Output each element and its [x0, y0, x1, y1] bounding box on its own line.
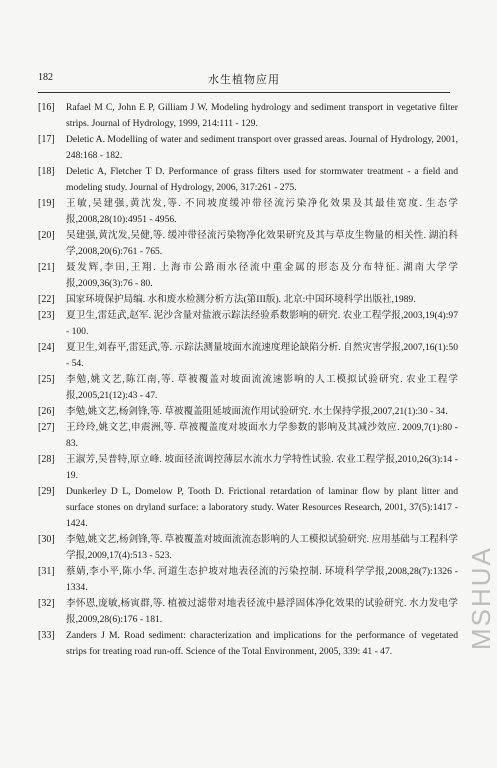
- reference-text: Deletic A. Modelling of water and sediment transport over grassed areas. Journal of Hydrology, 2001, 248:168 - 182.: [66, 134, 458, 161]
- reference-number: [30]: [38, 534, 55, 545]
- reference-number: [31]: [38, 566, 55, 577]
- reference-number: [22]: [38, 294, 55, 305]
- reference-number: [23]: [38, 310, 55, 321]
- watermark: MSHUA: [466, 546, 496, 650]
- reference-text: 聂发辉,李田,王翔. 上海市公路雨水径流中重金属的形态及分布特征. 湖南大学学报,2009,36(3):76 - 80.: [66, 262, 458, 289]
- reference-number: [25]: [38, 374, 55, 385]
- page-number: 182: [38, 72, 53, 83]
- reference-item: [38, 340, 458, 372]
- reference-number: [27]: [38, 422, 55, 433]
- reference-text: 王敏,吴建强,黄沈发,等. 不同坡度缓冲带径流污染净化效果及其最佳宽度. 生态学报,2008,28(10):4951 - 4956.: [66, 198, 458, 225]
- reference-text: Dunkerley D L, Domelow P, Tooth D. Frictional retardation of laminar flow by plant litter and surface stones on dryland surface: a laboratory study. Water Resources Research, 2001, 37(5):1417 - 1424.: [66, 486, 458, 529]
- reference-item: [38, 132, 458, 164]
- reference-text: 国家环境保护局编. 水和废水检测分析方法(第III版). 北京:中国环境科学出版社,1989.: [66, 294, 416, 305]
- reference-item: [38, 532, 458, 564]
- reference-text: 夏卫生,刘春平,雷廷武,等. 示踪法测量坡面水流速度理论缺陷分析. 自然灾害学报,2007,16(1):50 - 54.: [66, 342, 458, 369]
- reference-number: [21]: [38, 262, 55, 273]
- reference-item: [38, 292, 458, 308]
- reference-number: [33]: [38, 630, 55, 641]
- header-rule: [38, 92, 450, 93]
- reference-number: [19]: [38, 198, 55, 209]
- reference-text: 李勉,姚文艺,杨剑锋,等. 草被覆盖对坡面流流态影响的人工模拟试验研究. 应用基础与工程科学学报,2009,17(4):513 - 523.: [66, 534, 458, 561]
- reference-item: [38, 564, 458, 596]
- reference-number: [29]: [38, 486, 55, 497]
- reference-number: [32]: [38, 598, 55, 609]
- reference-text: 李勉,姚文艺,杨剑锋,等. 草被覆盖阻延坡面流作用试验研究. 水土保持学报,2007,21(1):30 - 34.: [66, 406, 448, 417]
- reference-item: [38, 420, 458, 452]
- reference-number: [24]: [38, 342, 55, 353]
- reference-item: [38, 164, 458, 196]
- reference-item: [38, 228, 458, 260]
- reference-text: 蔡婧,李小平,陈小华. 河道生态护坡对地表径流的污染控制. 环境科学学报,2008,28(7):1326 - 1334.: [66, 566, 458, 593]
- reference-text: Zanders J M. Road sediment: characterization and implications for the performance of vegetated strips for treating road run-off. Science of the Total Environment, 2005, 339: 41 - 47.: [66, 630, 458, 657]
- reference-item: [38, 372, 458, 404]
- reference-text: 王玲玲,姚文艺,申震洲,等. 草被覆盖度对坡面水力学参数的影响及其减沙效应. 2009,7(1):80 - 83.: [66, 422, 458, 449]
- reference-text: 夏卫生,雷廷武,赵军. 泥沙含量对盐液示踪法经验系数影响的研究. 农业工程学报,2003,19(4):97 - 100.: [66, 310, 458, 337]
- reference-text: 李怀恩,庞敏,杨寅群,等. 植被过滤带对地表径流中悬浮固体净化效果的试验研究. 水力发电学报,2009,28(6):176 - 181.: [66, 598, 458, 625]
- reference-text: 吴建强,黄沈发,吴健,等. 缓冲带径流污染物净化效果研究及其与草皮生物量的相关性. 湖泊科学,2008,20(6):761 - 765.: [66, 230, 458, 257]
- reference-item: [38, 484, 458, 532]
- reference-number: [18]: [38, 166, 55, 177]
- running-title: 水生植物应用: [208, 73, 280, 86]
- reference-item: [38, 452, 458, 484]
- reference-item: [38, 628, 458, 660]
- reference-text: 王淑芳,吴普特,原立峰. 坡面径流调控薄层水流水力学特性试验. 农业工程学报,2010,26(3):14 - 19.: [66, 454, 458, 481]
- reference-text: Deletic A, Fletcher T D. Performance of grass filters used for stormwater treatment - a field and modeling study. Journal of Hydrology, 2006, 317:261 - 275.: [66, 166, 458, 193]
- reference-number: [16]: [38, 102, 55, 113]
- reference-text: Rafael M C, John E P, Gilliam J W. Modeling hydrology and sediment transport in vegetative filter strips. Journal of Hydrology, 1999, 214:111 - 129.: [66, 102, 458, 129]
- reference-text: 李勉,姚文艺,陈江南,等. 草被覆盖对坡面流流速影响的人工模拟试验研究. 农业工程学报,2005,21(12):43 - 47.: [66, 374, 458, 401]
- reference-number: [26]: [38, 406, 55, 417]
- reference-number: [17]: [38, 134, 55, 145]
- reference-item: [38, 596, 458, 628]
- running-header: [38, 70, 450, 90]
- reference-item: [38, 404, 458, 420]
- reference-number: [28]: [38, 454, 55, 465]
- reference-list: [38, 100, 458, 660]
- reference-item: [38, 308, 458, 340]
- reference-item: [38, 100, 458, 132]
- reference-item: [38, 260, 458, 292]
- reference-number: [20]: [38, 230, 55, 241]
- reference-item: [38, 196, 458, 228]
